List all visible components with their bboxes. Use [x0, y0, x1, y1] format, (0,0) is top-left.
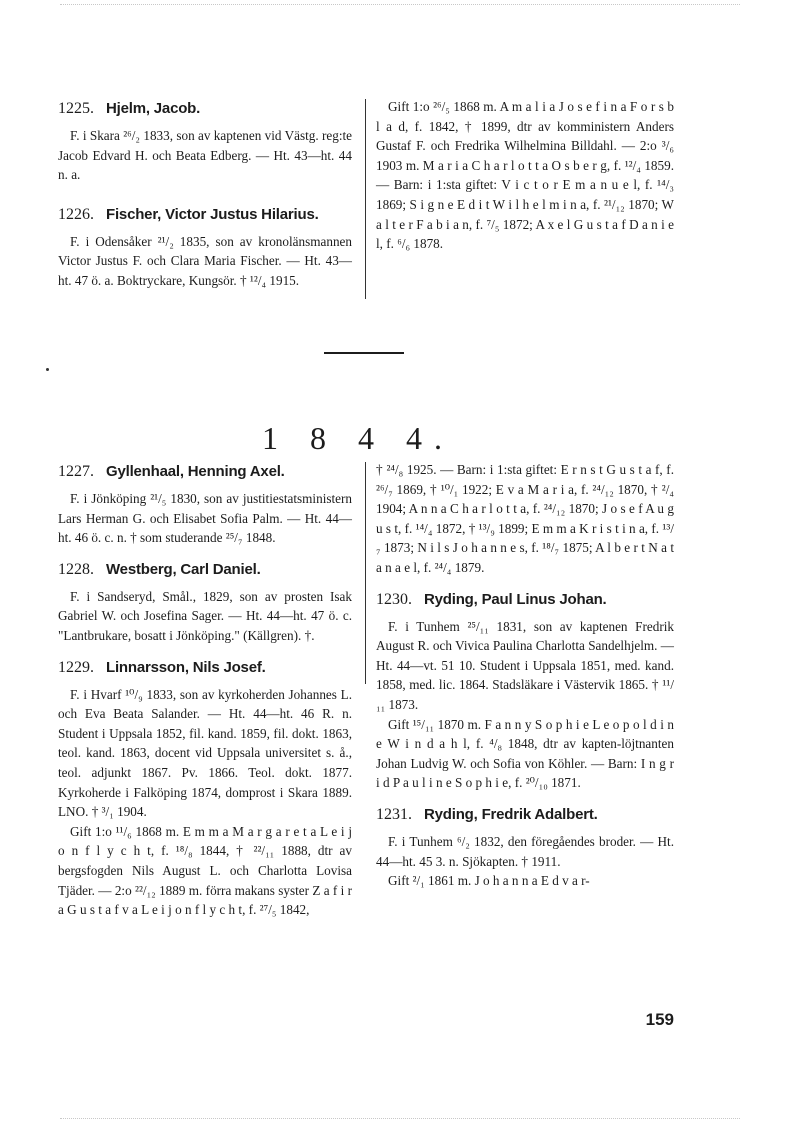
entry-continuation-text: † ²⁴/₈ 1925. — Barn: i 1:sta giftet: E r n s t G u s t a f, f. ²⁶/₇ 1869, † ¹⁰/₁ 1922; E v a M a r i a, f. ²⁴/₁₂ 1870, † ²/₄ 1904; A n n a C h a r l o t t a, f. ²⁴/₁₂ 1870; J o s e f A u g u s t, f. ¹⁴/₄ 1872, † ¹³/₉ 1899; E m m a K r i s t i n a, f. ¹³/₇ 1873; N i l s J o h a n n e s, f. ¹⁸/₇ 1875; A l b e r t N a t a n a e l, f. ²⁴/₄ 1879. [376, 462, 674, 575]
column-bottom-right [376, 460, 674, 891]
entry-continuation-text: Gift 1:o ²⁶/₅ 1868 m. A m a l i a J o s e f i n a F o r s b l a d, f. 1842, † 1899, dtr av komministern Anders Gustaf F. och Fredrika Wilhelmina Billdahl. — 2:o ³/₆ 1903 m. M a r i a C h a r l o t t a O s b e r g, f. ¹²/₄ 1859. — Barn: i 1:sta giftet: V i c t o r E m a n u e l, f. ¹⁴/₃ 1869; S i g n e E d i t W i l h e l m i n a, f. ²¹/₁₂ 1870; W a l t e r F a b i a n, f. ⁷/₅ 1872; A x e l G u s t a f D a n i e l, f. ⁶/₆ 1878. [376, 99, 674, 252]
entry-heading [58, 460, 352, 484]
entry-heading [58, 97, 352, 121]
entry-text: F. i Tunhem ²⁵/₁₁ 1831, son av kaptenen Fredrik August R. och Vivica Paulina Charlotta Sandelhjelm. — Ht. 44—vt. 51 10. Student i Uppsala 1851, med. kand. 1858, med. lic. 1864. Stadsläkare i Västervik 1865. † ¹¹/₁₁ 1873. [376, 618, 674, 712]
entry-heading [376, 588, 674, 612]
entry-text: F. i Skara ²⁶/₂ 1833, son av kaptenen vid Västg. reg:te Jacob Edvard H. och Beata Edberg. — Ht. 43—ht. 44 n. a. [58, 128, 352, 183]
scan-speck [46, 368, 49, 371]
entry-name: Hjelm, Jacob. [106, 100, 201, 117]
entry-text: Gift ¹⁵/₁₁ 1870 m. F a n n y S o p h i e L e o p o l d i n e W i n d a h l, f. ⁴/₈ 1848, dtr av kapten-löjtnanten Johan Ludvig W. och Sofia von Köhler. — Barn: I n g r i d P a u l i n e S o p h i e, f. ²⁰/₁₀ 1871. [376, 716, 674, 791]
year-heading: 1 8 4 4. [262, 420, 454, 456]
column-top-left [58, 97, 352, 291]
entry-1225 [58, 97, 352, 185]
scan-edge-bottom [60, 1118, 740, 1119]
entry-name: Fischer, Victor Justus Hilarius. [106, 205, 319, 223]
entry-text: F. i Tunhem ⁶/₂ 1832, den föregåendes broder. — Ht. 44—ht. 45 3. n. Sjökapten. † 1911. [376, 833, 674, 869]
entry-1231 [376, 803, 674, 891]
entry-text: Gift ²/₁ 1861 m. J o h a n n a E d v a r- [388, 873, 590, 889]
entry-name: Linnarsson, Nils Josef. [106, 658, 266, 676]
entry-1226 [58, 203, 352, 291]
entry-text: Gift 1:o ¹¹/₆ 1868 m. E m m a M a r g a r e t a L e i j o n f l y c h t, f. ¹⁸/₈ 1844, † ²²/₁₁ 1888, dtr av bergsfogden Nils August L. och Charlotta Lovisa Tjäder. — 2:o ²²/₁₂ 1889 m. förra makans syster Z a f i r a G u s t a f v a L e i j o n f l y c h t, f. ²⁷/₅ 1842, [58, 823, 352, 918]
entry-number: 1226. [58, 205, 94, 223]
entry-number: 1231. [376, 805, 412, 823]
entry-number: 1230. [376, 590, 412, 608]
entry-1227 [58, 460, 352, 548]
entry-heading [58, 656, 352, 680]
entry-1229 [58, 656, 352, 920]
entry-name: Gyllenhaal, Henning Axel. [106, 463, 285, 480]
entry-heading [58, 558, 352, 582]
entry-number: 1227. [58, 463, 94, 480]
entry-heading [376, 803, 674, 827]
entry-heading [58, 203, 352, 227]
entry-text: F. i Sandseryd, Smål., 1829, son av prosten Isak Gabriel W. och Josefina Sager. — Ht. 44—ht. 47 ö. c. "Lantbrukare, bosatt i Jönköping." (Källgren). †. [58, 588, 352, 643]
scan-edge-top [60, 4, 740, 5]
page-number: 159 [645, 1010, 674, 1029]
entry-1228 [58, 558, 352, 646]
entry-text: F. i Hvarf ¹⁰/₉ 1833, son av kyrkoherden Johannes L. och Eva Beata Salander. — Ht. 44—ht. 46 R. n. Student i Uppsala 1852, fil. kand. 1859, fil. dokt. 1863, teol. kand. 1863, docent vid Uppsala universitet s. å., teol. adjunkt 1867. Pv. 1866. Teol. dokt. 1877. Kyrkoherde i Falköping 1874, domprost i Skara 1889. LNO. † ³/₁ 1904. [58, 686, 352, 820]
column-divider-top [365, 99, 366, 299]
section-rule [324, 352, 404, 354]
entry-name: Ryding, Fredrik Adalbert. [424, 805, 598, 823]
entry-text: F. i Jönköping ²¹/₅ 1830, son av justitiestatsministern Lars Herman G. och Elisabet Sofia Palm. — Ht. 44—ht. 46 ö. c. n. † som studerande ²⁵/₇ 1848. [58, 491, 352, 546]
entry-number: 1225. [58, 100, 94, 117]
entry-number: 1229. [58, 658, 94, 676]
entry-number: 1228. [58, 560, 94, 578]
entry-text: F. i Odensåker ²¹/₂ 1835, son av kronolänsmannen Victor Justus F. och Clara Maria Fischer. — Ht. 43—ht. 47 ö. a. Boktryckare, Kungsör. † ¹²/₄ 1915. [58, 233, 352, 288]
column-top-right [376, 97, 674, 254]
entry-name: Westberg, Carl Daniel. [106, 560, 261, 578]
column-divider-bottom [365, 462, 366, 684]
entry-name: Ryding, Paul Linus Johan. [424, 590, 607, 608]
column-bottom-left [58, 460, 352, 920]
entry-1230 [376, 588, 674, 793]
